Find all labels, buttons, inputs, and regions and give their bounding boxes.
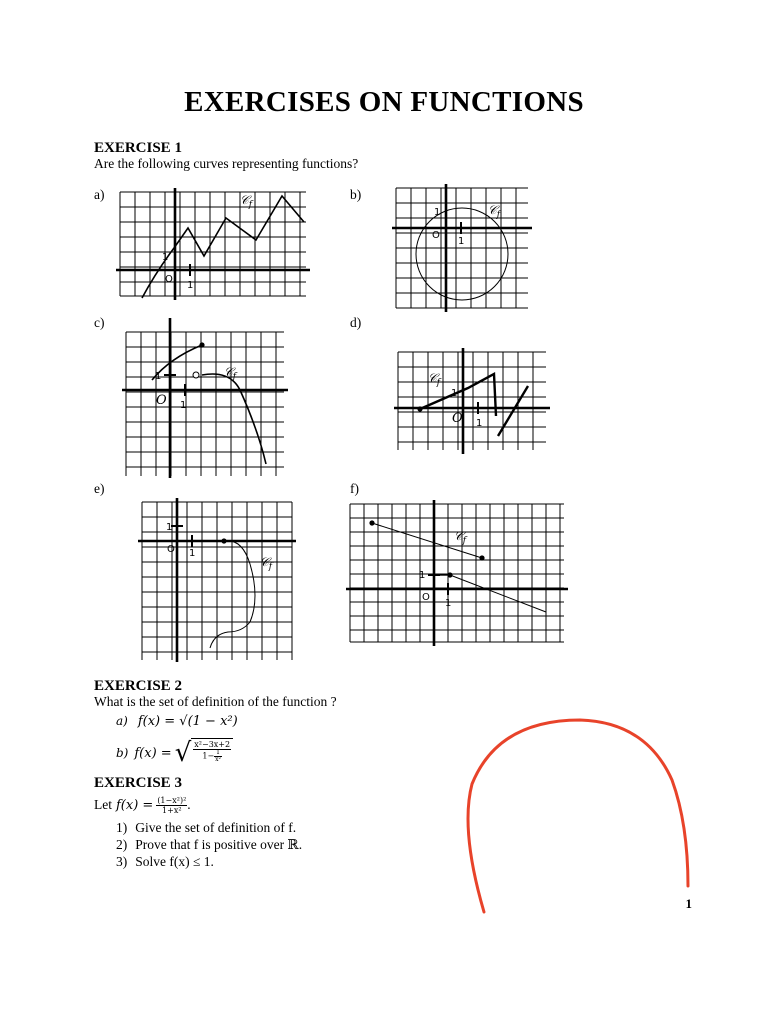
- graph-c-open-point: [193, 372, 199, 378]
- part-a-expression: f(x) = √(1 − x²): [137, 714, 238, 729]
- graph-e-origin: O: [167, 544, 175, 555]
- part-a-label: a): [116, 714, 128, 728]
- graph-b: [392, 184, 532, 312]
- exercise-3-item-3: 3) Solve f(x) ≤ 1.: [116, 854, 214, 869]
- graph-f-origin: O: [422, 592, 430, 603]
- label-d: d): [350, 315, 362, 330]
- exercise-2-part-a: [116, 712, 238, 730]
- handdrawn-arc-annotation: [440, 700, 720, 930]
- graph-c-grid: [126, 332, 284, 476]
- graph-a-grid: [120, 192, 306, 296]
- label-b: b): [350, 187, 362, 202]
- fx-text: f(x) =: [116, 797, 154, 813]
- graph-d-one-x: 1: [476, 418, 483, 429]
- graph-b-one-y: 1: [434, 207, 441, 218]
- graph-d-origin: O: [452, 411, 463, 426]
- label-c: c): [94, 315, 105, 330]
- part-b-numerator: x²−3x+2: [194, 740, 231, 749]
- graph-f: [346, 500, 568, 646]
- exercise-3-definition: Let f(x) = $\frac{\text{(1−x²)²}}{\text{1+x²}}$ .: [94, 795, 191, 815]
- graph-a-one-x: 1: [187, 280, 194, 291]
- graph-c-curve-right: [202, 374, 266, 464]
- graph-c: [122, 318, 288, 478]
- graph-e-one-x: 1: [189, 548, 196, 559]
- graph-f-one-y: 1: [419, 570, 426, 581]
- graph-b-origin: O: [432, 230, 440, 241]
- page-number: 1: [685, 896, 692, 911]
- exercise-2-heading: EXERCISE 2: [94, 678, 182, 694]
- label-f: f): [350, 481, 359, 496]
- graph-f-one-x: 1: [445, 598, 452, 609]
- graph-a-origin: O: [165, 274, 173, 285]
- exercise-3-fraction: $\frac{\text{(1−x²)²}}{\text{1+x²}}$: [157, 795, 187, 815]
- graph-d-grid: [398, 352, 546, 450]
- graph-b-circle: [416, 208, 508, 300]
- graph-a: [116, 188, 310, 300]
- graph-e: [138, 498, 296, 662]
- graph-b-one-x: 1: [458, 236, 465, 247]
- graph-e-curve-label: 𝒞$_f$: [260, 555, 273, 572]
- graph-c-curve-label: 𝒞$_f$: [224, 365, 237, 382]
- graph-c-one-x: 1: [180, 400, 187, 411]
- graph-e-one-y: 1: [166, 522, 173, 533]
- exercise-3-heading: EXERCISE 3: [94, 775, 182, 791]
- graph-b-curve-label: 𝒞$_f$: [488, 203, 501, 220]
- exercise-3-item-1: 1) Give the set of definition of f.: [116, 820, 297, 835]
- graph-c-origin: O: [156, 393, 167, 408]
- graph-d-one-y: 1: [451, 388, 458, 399]
- let-text: Let: [94, 797, 112, 812]
- graph-d-curve-label: 𝒞$_f$: [428, 371, 441, 388]
- page-title: EXERCISES ON FUNCTIONS: [184, 86, 584, 118]
- exercise-1-heading: EXERCISE 1: [94, 140, 182, 156]
- graph-a-curve-label: 𝒞$_f$: [240, 193, 253, 210]
- part-b-radical: √ x²−3x+2 1− $\frac{1}{\text{x²}}$: [175, 738, 233, 768]
- part-b-lhs: f(x) =: [134, 745, 172, 761]
- exercise-2-part-b: [116, 736, 233, 770]
- part-b-denominator: 1− $\frac{1}{\text{x²}}$: [202, 749, 221, 763]
- graph-f-grid: [350, 504, 564, 642]
- graph-c-closed-point: [199, 342, 204, 347]
- graph-b-grid: [396, 188, 528, 308]
- exercise-3-item-2: 2) Prove that f is positive over ℝ.: [116, 837, 303, 852]
- graph-c-one-y: 1: [155, 371, 162, 382]
- graph-f-curve-label: 𝒞$_f$: [454, 529, 467, 546]
- graph-d: [394, 348, 550, 454]
- exercise-1-question: Are the following curves representing functions?: [94, 156, 359, 171]
- exercise-2-question: What is the set of definition of the function ?: [94, 694, 337, 709]
- graph-a-one-y: 1: [162, 252, 169, 263]
- part-b-label: b): [116, 746, 129, 760]
- label-e: e): [94, 481, 105, 496]
- label-a: a): [94, 187, 105, 202]
